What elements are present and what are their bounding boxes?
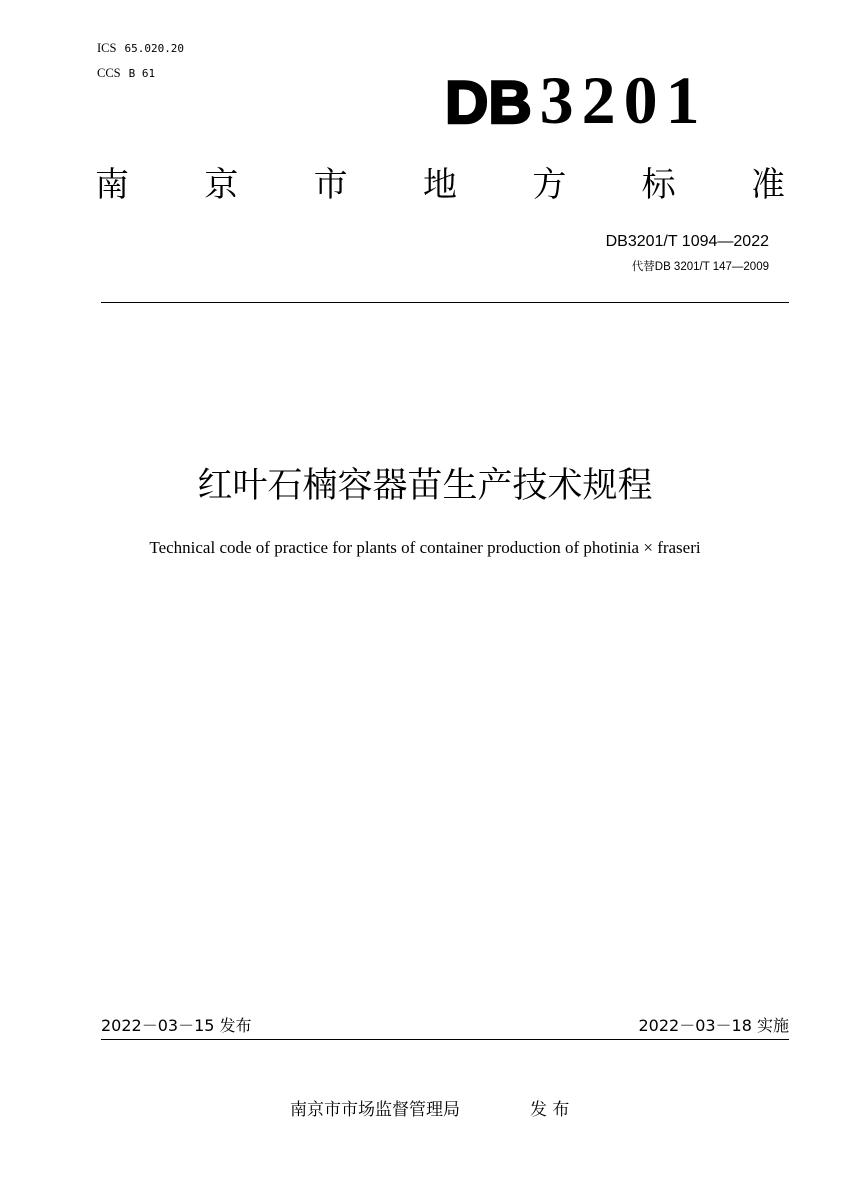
standard-type-char: 地 <box>422 165 457 205</box>
top-divider <box>101 302 789 303</box>
bottom-divider <box>101 1039 789 1040</box>
issue-date: 2022－03－15 发布 <box>101 1016 252 1035</box>
ccs-label: CCS <box>97 66 121 80</box>
standard-type-char: 准 <box>750 165 785 205</box>
ics-line <box>97 41 184 56</box>
standard-type-char: 方 <box>532 165 567 205</box>
issuing-action: 发 布 <box>530 1100 570 1120</box>
implementation-date: 2022－03－18 实施 <box>638 1016 789 1035</box>
standard-number: DB3201/T 1094—2022 <box>605 233 769 250</box>
standard-type-char: 京 <box>204 165 239 205</box>
logo-db-letters: DB <box>445 69 532 136</box>
ics-label: ICS <box>97 41 117 55</box>
db-logo <box>445 62 708 138</box>
replaces-standard: 代替DB 3201/T 147—2009 <box>631 261 769 273</box>
ics-value: 65.020.20 <box>124 42 185 55</box>
logo-region-code: 3201 <box>539 62 708 138</box>
document-title-english: Technical code of practice for plants of container production of photinia × fraseri <box>149 538 701 557</box>
standard-type-char: 标 <box>641 165 676 205</box>
standard-type-char: 市 <box>313 165 348 205</box>
issuing-authority: 南京市市场监督管理局 <box>290 1100 460 1120</box>
document-title-chinese: 红叶石楠容器苗生产技术规程 <box>197 466 653 506</box>
ccs-value: B 61 <box>128 67 156 80</box>
ccs-line <box>97 66 155 81</box>
standard-type-char: 南 <box>95 165 129 205</box>
standard-type-heading <box>95 164 785 206</box>
